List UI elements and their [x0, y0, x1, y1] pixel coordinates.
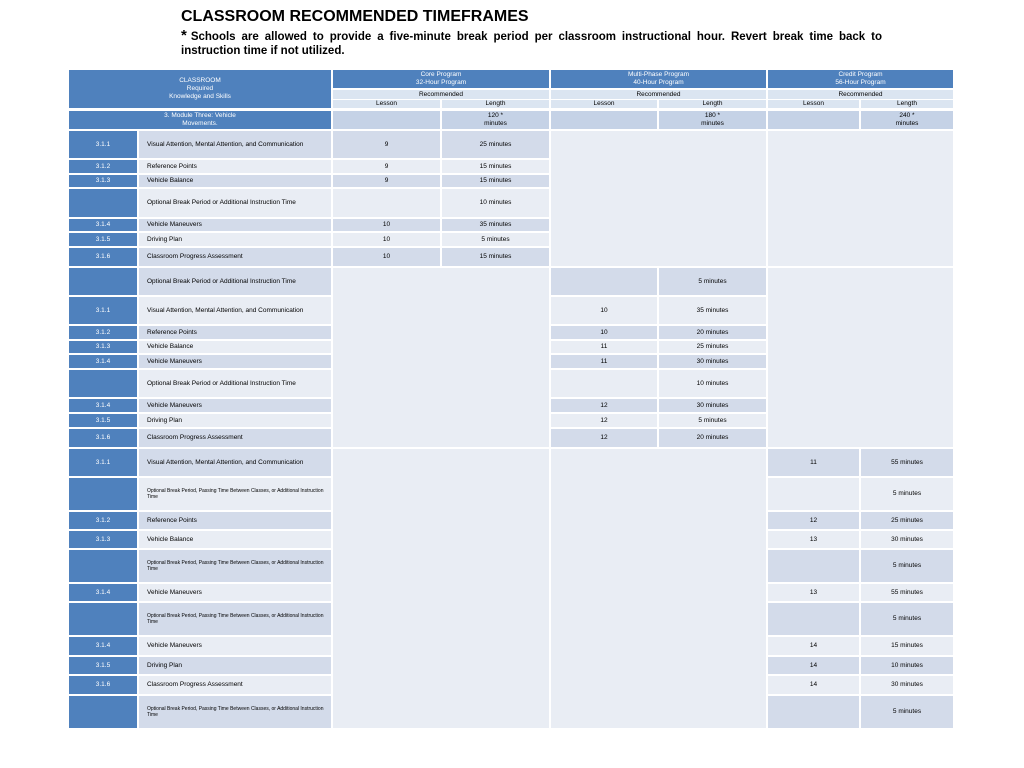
total-length: 180 * minutes: [659, 111, 766, 129]
total-length: 240 * minutes: [861, 111, 953, 129]
section-description: Driving Plan: [139, 657, 331, 674]
lesson-number: 12: [768, 512, 859, 529]
section-description: Vehicle Maneuvers: [139, 219, 331, 231]
lesson-length: 25 minutes: [442, 131, 549, 158]
recommended-label: Recommended: [551, 90, 766, 99]
lesson-number: [333, 189, 440, 217]
section-code: [69, 550, 137, 582]
lesson-number: 12: [551, 414, 657, 427]
section-description: Driving Plan: [139, 233, 331, 246]
lesson-length: 5 minutes: [442, 233, 549, 246]
lesson-number: 11: [768, 449, 859, 476]
lesson-number: 11: [551, 355, 657, 368]
section-description: Vehicle Maneuvers: [139, 637, 331, 655]
section-description: Vehicle Balance: [139, 175, 331, 187]
lesson-number: 12: [551, 429, 657, 447]
lesson-length: 5 minutes: [659, 414, 766, 427]
section-code: 3.1.4: [69, 219, 137, 231]
section-description: Driving Plan: [139, 414, 331, 427]
section-description: Classroom Progress Assessment: [139, 248, 331, 266]
module-label: 3. Module Three: Vehicle Movements.: [69, 111, 331, 129]
lesson-length: 15 minutes: [442, 248, 549, 266]
section-description: Reference Points: [139, 160, 331, 173]
recommended-label: Recommended: [768, 90, 953, 99]
lesson-length: 30 minutes: [861, 676, 953, 694]
lesson-length: 10 minutes: [442, 189, 549, 217]
section-code: 3.1.2: [69, 160, 137, 173]
section-code: 3.1.6: [69, 676, 137, 694]
section-code: [69, 478, 137, 510]
length-header: Length: [659, 100, 766, 108]
lesson-number: 10: [551, 297, 657, 324]
lesson-length: 10 minutes: [659, 370, 766, 397]
section-description: Reference Points: [139, 512, 331, 529]
section-code: 3.1.1: [69, 297, 137, 324]
section-code: 3.1.4: [69, 637, 137, 655]
section-code: [69, 268, 137, 295]
section-code: [69, 189, 137, 217]
section-code: 3.1.3: [69, 341, 137, 353]
classroom-header: CLASSROOM Required Knowledge and Skills: [69, 70, 331, 108]
total-lesson-blank: [333, 111, 440, 129]
program-name: Core Program: [420, 71, 462, 78]
lesson-length: 30 minutes: [861, 531, 953, 548]
lesson-length: 20 minutes: [659, 326, 766, 339]
lesson-header: Lesson: [333, 100, 440, 108]
lesson-number: 13: [768, 584, 859, 601]
unused-program-area: [333, 268, 549, 447]
section-description: Optional Break Period or Additional Instruction Time: [139, 370, 331, 397]
lesson-number: 9: [333, 160, 440, 173]
lesson-number: 10: [333, 219, 440, 231]
section-code: 3.1.2: [69, 326, 137, 339]
section-code: 3.1.5: [69, 657, 137, 674]
total-length: 120 * minutes: [442, 111, 549, 129]
lesson-length: 5 minutes: [861, 550, 953, 582]
lesson-length: 15 minutes: [442, 160, 549, 173]
lesson-number: 11: [551, 341, 657, 353]
page-title: CLASSROOM RECOMMENDED TIMEFRAMES: [181, 8, 529, 25]
lesson-number: [551, 370, 657, 397]
program-hours: 56-Hour Program: [835, 79, 886, 86]
section-code: 3.1.4: [69, 399, 137, 412]
lesson-length: 5 minutes: [659, 268, 766, 295]
program-header-1: [551, 70, 766, 88]
lesson-number: 10: [333, 233, 440, 246]
section-code: 3.1.4: [69, 584, 137, 601]
unused-program-area: [333, 449, 549, 728]
section-code: 3.1.3: [69, 175, 137, 187]
lesson-number: 14: [768, 637, 859, 655]
lesson-number: [768, 603, 859, 635]
lesson-length: 20 minutes: [659, 429, 766, 447]
lesson-number: 12: [551, 399, 657, 412]
timeframes-table: [68, 70, 954, 728]
section-code: 3.1.5: [69, 233, 137, 246]
section-description: Optional Break Period, Passing Time Between Classes, or Additional Instruction Time: [139, 550, 331, 582]
section-code: [69, 603, 137, 635]
section-description: Optional Break Period, Passing Time Between Classes, or Additional Instruction Time: [139, 696, 331, 728]
section-code: 3.1.1: [69, 449, 137, 476]
section-description: Classroom Progress Assessment: [139, 429, 331, 447]
lesson-number: [768, 550, 859, 582]
unused-program-area: [768, 131, 953, 266]
lesson-length: 35 minutes: [442, 219, 549, 231]
lesson-number: [551, 268, 657, 295]
unused-program-area: [551, 449, 766, 728]
section-description: Vehicle Maneuvers: [139, 355, 331, 368]
lesson-number: [768, 696, 859, 728]
section-code: 3.1.1: [69, 131, 137, 158]
lesson-length: 55 minutes: [861, 584, 953, 601]
program-hours: 32-Hour Program: [415, 79, 467, 86]
section-code: 3.1.6: [69, 429, 137, 447]
lesson-number: [768, 478, 859, 510]
lesson-number: 10: [333, 248, 440, 266]
section-code: 3.1.6: [69, 248, 137, 266]
length-header: Length: [861, 100, 953, 108]
total-lesson-blank: [768, 111, 859, 129]
section-code: [69, 370, 137, 397]
program-hours: 40-Hour Program: [633, 79, 684, 86]
section-code: 3.1.3: [69, 531, 137, 548]
lesson-number: 9: [333, 131, 440, 158]
section-description: Vehicle Maneuvers: [139, 584, 331, 601]
note-asterisk: *: [181, 27, 187, 44]
unused-program-area: [768, 268, 953, 447]
lesson-number: 9: [333, 175, 440, 187]
lesson-length: 15 minutes: [861, 637, 953, 655]
section-description: Vehicle Balance: [139, 341, 331, 353]
lesson-length: 5 minutes: [861, 478, 953, 510]
lesson-number: 10: [551, 326, 657, 339]
section-description: Visual Attention, Mental Attention, and Communication: [139, 449, 331, 476]
lesson-length: 5 minutes: [861, 696, 953, 728]
break-note: [181, 29, 882, 58]
section-description: Visual Attention, Mental Attention, and Communication: [139, 297, 331, 324]
section-description: Optional Break Period, Passing Time Between Classes, or Additional Instruction Time: [139, 603, 331, 635]
lesson-length: 55 minutes: [861, 449, 953, 476]
section-description: Vehicle Maneuvers: [139, 399, 331, 412]
section-code: 3.1.4: [69, 355, 137, 368]
section-code: [69, 696, 137, 728]
unused-program-area: [551, 131, 766, 266]
lesson-number: 14: [768, 676, 859, 694]
lesson-length: 25 minutes: [861, 512, 953, 529]
length-header: Length: [442, 100, 549, 108]
program-header-2: [768, 70, 953, 88]
program-header-0: [333, 70, 549, 88]
lesson-header: Lesson: [551, 100, 657, 108]
program-name: Credit Program: [838, 71, 883, 78]
section-code: 3.1.2: [69, 512, 137, 529]
lesson-length: 35 minutes: [659, 297, 766, 324]
lesson-length: 25 minutes: [659, 341, 766, 353]
section-description: Visual Attention, Mental Attention, and Communication: [139, 131, 331, 158]
section-description: Optional Break Period or Additional Instruction Time: [139, 268, 331, 295]
lesson-length: 5 minutes: [861, 603, 953, 635]
note-text: Schools are allowed to provide a five-minute break period per classroom instructional hour. Revert break time back to instruction time if not utilized.: [181, 31, 882, 57]
section-description: Reference Points: [139, 326, 331, 339]
lesson-number: 13: [768, 531, 859, 548]
total-lesson-blank: [551, 111, 657, 129]
lesson-header: Lesson: [768, 100, 859, 108]
recommended-label: Recommended: [333, 90, 549, 99]
section-description: Optional Break Period or Additional Instruction Time: [139, 189, 331, 217]
program-name: Multi-Phase Program: [627, 71, 690, 78]
lesson-length: 30 minutes: [659, 355, 766, 368]
section-code: 3.1.5: [69, 414, 137, 427]
lesson-length: 30 minutes: [659, 399, 766, 412]
lesson-number: 14: [768, 657, 859, 674]
lesson-length: 10 minutes: [861, 657, 953, 674]
section-description: Vehicle Balance: [139, 531, 331, 548]
section-description: Optional Break Period, Passing Time Between Classes, or Additional Instruction Time: [139, 478, 331, 510]
lesson-length: 15 minutes: [442, 175, 549, 187]
section-description: Classroom Progress Assessment: [139, 676, 331, 694]
